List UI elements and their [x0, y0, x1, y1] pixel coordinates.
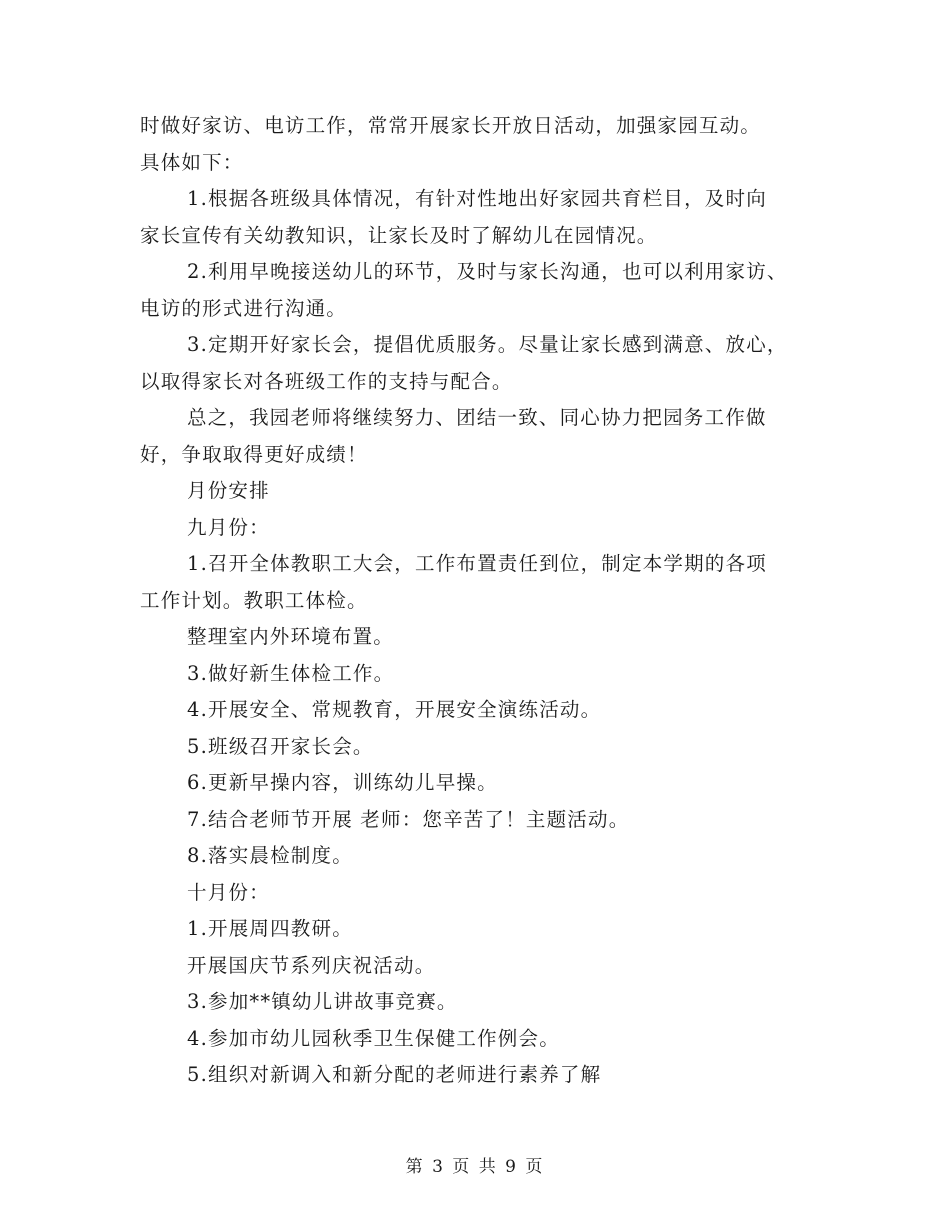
text-line: 具体如下： [140, 150, 244, 174]
page-number-footer: 第 3 页 共 9 页 [405, 1157, 545, 1177]
text-line: 4.开展安全、常规教育，开展安全演练活动。 [187, 698, 602, 721]
text-line: 工作计划。教职工体检。 [140, 588, 368, 612]
text-line: 6.更新早操内容，训练幼儿早操。 [187, 771, 498, 794]
text-line: 8.落实晨检制度。 [187, 844, 353, 867]
document-body [140, 108, 820, 1094]
month-heading: 九月份： [187, 515, 270, 539]
text-line: 好，争取取得更好成绩！ [140, 442, 368, 466]
month-heading: 十月份： [187, 880, 270, 904]
section-heading: 月份安排 [187, 479, 270, 502]
text-line: 整理室内外环境布置。 [187, 625, 395, 648]
text-line: 时做好家访、电访工作，常常开展家长开放日活动，加强家园互动。 [140, 114, 762, 137]
text-line: 2.利用早晚接送幼儿的环节，及时与家长沟通，也可以利用家访、 [187, 260, 788, 283]
text-line: 1.召开全体教职工大会，工作布置责任到位，制定本学期的各项 [187, 552, 767, 575]
text-line: 开展国庆节系列庆祝活动。 [187, 953, 436, 977]
text-line: 3.定期开好家长会，提倡优质服务。尽量让家长感到满意、放心， [187, 333, 788, 356]
text-line: 5.班级召开家长会。 [187, 734, 374, 758]
text-line: 总之，我园老师将继续努力、团结一致、同心协力把园务工作做 [187, 406, 767, 429]
text-line: 以取得家长对各班级工作的支持与配合。 [140, 369, 513, 393]
text-line: 3.做好新生体检工作。 [187, 661, 395, 685]
text-line: 家长宣传有关幼教知识，让家长及时了解幼儿在园情况。 [140, 223, 658, 247]
text-line: 7.结合老师节开展 老师：您辛苦了！主题活动。 [187, 807, 630, 831]
text-line: 电访的形式进行沟通。 [140, 296, 348, 320]
text-line: 1.根据各班级具体情况，有针对性地出好家园共育栏目，及时向 [187, 187, 767, 210]
text-line: 4.参加市幼儿园秋季卫生保健工作例会。 [187, 1026, 560, 1050]
text-line: 5.组织对新调入和新分配的老师进行素养了解 [187, 1063, 602, 1086]
text-line: 1.开展周四教研。 [187, 917, 353, 940]
text-line: 3.参加**镇幼儿讲故事竞赛。 [187, 990, 458, 1013]
